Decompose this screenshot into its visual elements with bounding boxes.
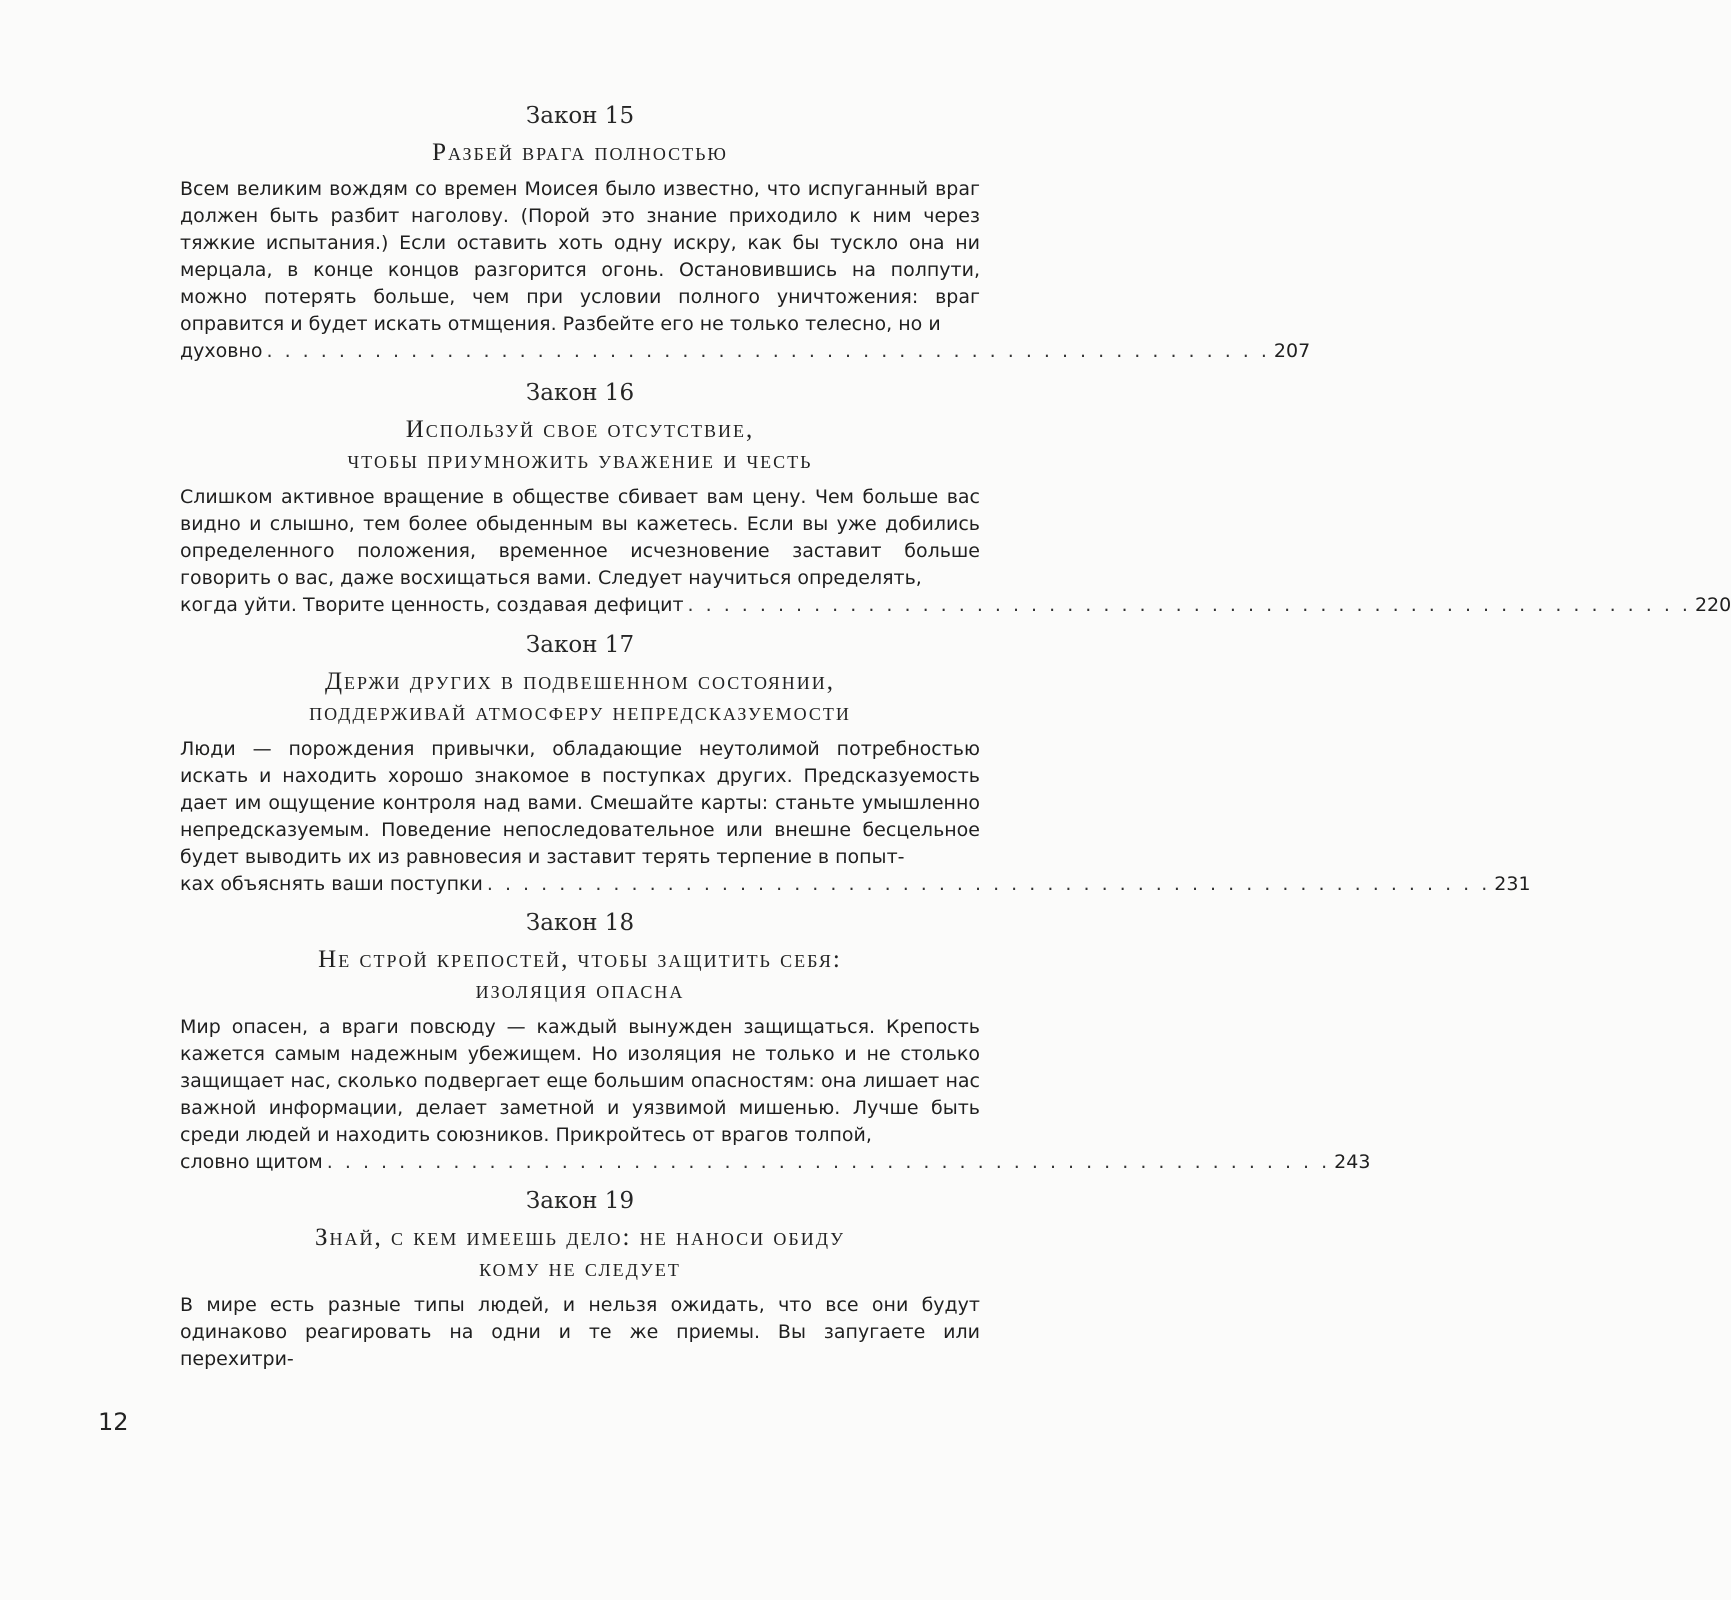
law-number: Закон 17 xyxy=(525,632,635,658)
leader-dots: . . . . . . . . . . . . . . . . . . . . . . . . . . . . . . . . . . . . . . . . . . . . . . . . . . . . . . . . xyxy=(486,873,1491,895)
law-page-ref: 243 xyxy=(1334,1151,1371,1173)
law-title-line: кому не следует xyxy=(479,1255,681,1282)
law-19 xyxy=(180,1188,980,1373)
leader-dots: . . . . . . . . . . . . . . . . . . . . . . . . . . . . . . . . . . . . . . . . . . . . . . . . . . . . . . . . xyxy=(266,340,1270,362)
law-number: Закон 16 xyxy=(525,380,635,406)
law-last-text: ках объяснять ваши поступки xyxy=(180,873,483,895)
law-title-line: Знай, с кем имеешь дело: не наноси обиду xyxy=(314,1224,845,1251)
leader-dots: . . . . . . . . . . . . . . . . . . . . . . . . . . . . . . . . . . . . . . . . . . . . . . . . . . . . . . . . xyxy=(687,594,1691,616)
leader-dots: . . . . . . . . . . . . . . . . . . . . . . . . . . . . . . . . . . . . . . . . . . . . . . . . . . . . . . . . xyxy=(326,1151,1331,1173)
law-description: В мире есть разные типы людей, и нельзя ожидать, что все они будут одинаково реагировать на одни и те же приемы. Вы запугаете или перехитри- xyxy=(180,1294,980,1370)
law-description: Всем великим вождям со времен Моисея было известно, что испуганный враг должен быть разбит наголову. (Порой это знание приходило к ним через тяжкие испытания.) Если оставить хоть одну искру, как бы тускло она ни мерцала, в конце концов разгорится огонь. Остановившись на полпути, можно потерять больше, чем при условии полного уничтожения: враг оправится и будет искать отмщения. Разбейте его не только телесно, но и xyxy=(180,178,980,335)
law-title-line: Разбей врага полностью xyxy=(432,139,728,166)
law-last-line xyxy=(180,1149,1371,1176)
law-description: Мир опасен, а враги повсюду — каждый вынужден защищаться. Крепость кажется самым надежным убежищем. Но изоляция не только и не столько защищает нас, сколько подвергает еще большим опасностям: она лишает нас важной информации, делает заметной и уязвимой мишенью. Лучше быть среди людей и находить союзников. Прикройтесь от врагов толпой, xyxy=(180,1016,980,1146)
law-17 xyxy=(180,632,1531,898)
law-last-text: когда уйти. Творите ценность, создавая дефицит xyxy=(180,594,684,616)
law-title-line: Не строй крепостей, чтобы защитить себя: xyxy=(318,946,842,973)
page-number: 12 xyxy=(98,1408,129,1436)
law-page-ref: 231 xyxy=(1494,873,1531,895)
law-title xyxy=(180,944,980,1006)
law-description: Слишком активное вращение в обществе сбивает вам цену. Чем больше вас видно и слышно, тем более обыденным вы кажетесь. Если вы уже добились определенного положения, временное исчезновение заставит больше говорить о вас, даже восхищаться вами. Следует научиться определять, xyxy=(180,486,980,589)
law-last-line xyxy=(180,592,1731,619)
law-title-line: изоляция опасна xyxy=(475,977,685,1004)
law-number: Закон 19 xyxy=(525,1188,635,1214)
law-title xyxy=(180,666,980,728)
law-title-line: Держи других в подвешенном состоянии, xyxy=(324,668,836,695)
law-number: Закон 18 xyxy=(525,910,635,936)
law-last-text: духовно xyxy=(180,340,263,362)
law-18 xyxy=(180,910,1371,1176)
law-title xyxy=(180,414,980,476)
law-last-line xyxy=(180,338,1311,365)
law-title-line: Используй свое отсутствие, xyxy=(405,416,755,443)
law-16 xyxy=(180,380,1731,619)
law-title-line: чтобы приумножить уважение и честь xyxy=(347,447,813,474)
law-number: Закон 15 xyxy=(525,103,635,129)
law-last-line xyxy=(180,871,1531,898)
law-15 xyxy=(180,103,1311,365)
law-title xyxy=(180,1222,980,1284)
law-page-ref: 207 xyxy=(1273,340,1311,362)
law-title-line: поддерживай атмосферу непредсказуемости xyxy=(309,699,851,726)
law-page-ref: 220 xyxy=(1694,594,1731,616)
law-title xyxy=(180,137,980,168)
law-last-text: словно щитом xyxy=(180,1151,323,1173)
law-description: Люди — порождения привычки, обладающие неутолимой потребностью искать и находить хорошо знакомое в поступках других. Предсказуемость дает им ощущение контроля над вами. Смешайте карты: станьте умышленно непредсказуемым. Поведение непоследовательное или внешне бесцельное будет выводить их из равновесия и заставит терять терпение в попыт- xyxy=(180,738,980,868)
